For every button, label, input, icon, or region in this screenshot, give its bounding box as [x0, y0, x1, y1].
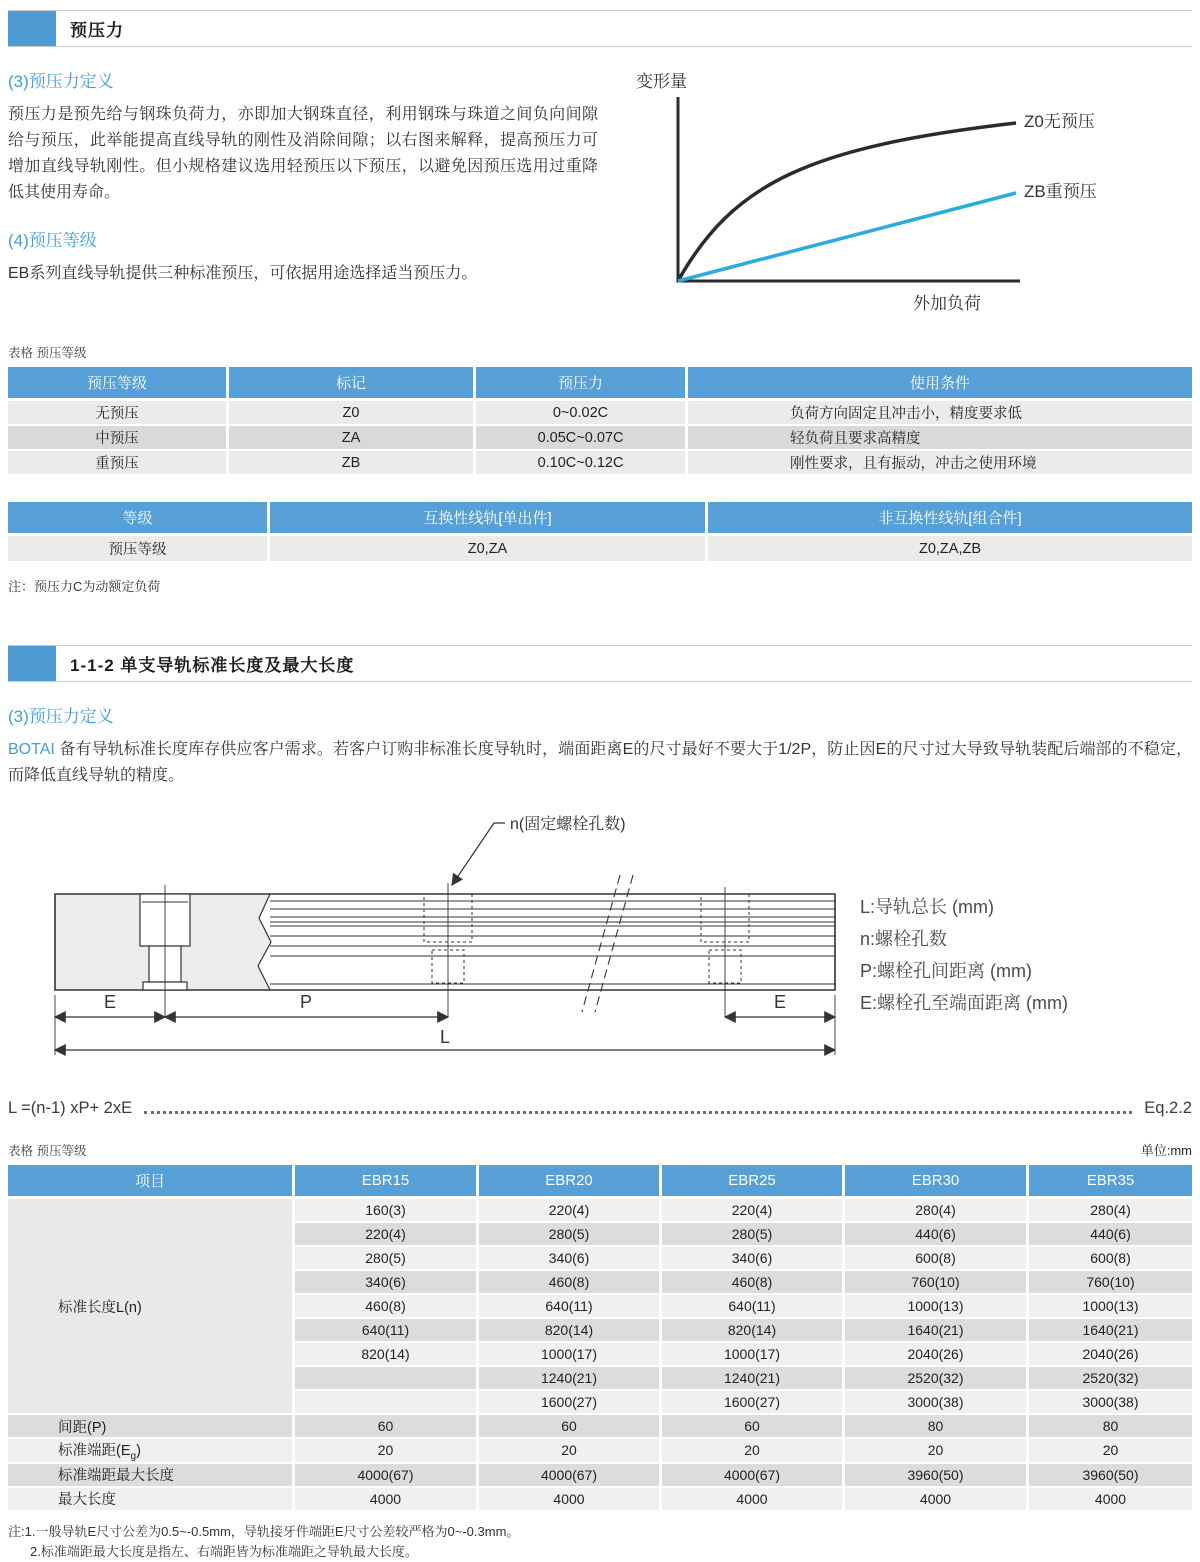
table-cell: 60 — [479, 1415, 662, 1439]
table-cell: 1640(21) — [1029, 1319, 1192, 1343]
table-row — [8, 1488, 1192, 1512]
dim-label-E-left: E — [104, 992, 117, 1012]
table-cell: 820(14) — [479, 1319, 662, 1343]
table-cell — [295, 1367, 479, 1391]
note-line-2: 2.标准端距最大长度是指左、右端距皆为标准端距之导轨最大长度。 — [30, 1543, 418, 1559]
chart-series-z0-curve — [678, 123, 1016, 281]
column-header: 等级 — [8, 502, 270, 536]
note-line-1: 注:1.一般导轨E尺寸公差为0.5~-0.5mm，导轨接牙件端距E尺寸公差较严格为0~-0.3mm。 — [8, 1523, 520, 1539]
table-cell: 220(4) — [479, 1199, 662, 1223]
table2-note: 注：预压力C为动额定负荷 — [8, 579, 161, 594]
legend-line-P: P:螺栓孔间距离 (mm) — [860, 961, 1032, 981]
table-cell: 640(11) — [479, 1295, 662, 1319]
chart-x-axis-label: 外加负荷 — [913, 294, 981, 313]
table-cell: 4000(67) — [295, 1464, 479, 1488]
column-header: 标记 — [229, 367, 476, 401]
brand-name: BOTAI — [8, 741, 55, 758]
intro-text-column — [8, 65, 616, 321]
table-cell: 280(4) — [845, 1199, 1029, 1223]
table-cell: 220(4) — [295, 1223, 479, 1247]
table-cell: 440(6) — [1029, 1223, 1192, 1247]
section-title: 预压力 — [70, 21, 124, 40]
table-cell: 中预压 — [8, 426, 229, 451]
rail-profile-lines — [270, 901, 835, 984]
table-row — [8, 1199, 1192, 1223]
table2-header — [8, 502, 1192, 536]
preload-chart — [616, 65, 1192, 321]
dim-label-P: P — [300, 992, 313, 1012]
table-cell: 最大长度 — [8, 1488, 295, 1512]
table-cell: Z0 — [229, 401, 476, 426]
legend-line-n: n:螺栓孔数 — [860, 929, 948, 949]
length-formula-row — [8, 1099, 1192, 1118]
equation-number: Eq.2.2 — [1144, 1099, 1192, 1117]
chart-axes — [678, 97, 1020, 281]
table-cell: 280(5) — [662, 1223, 845, 1247]
table-cell: 60 — [662, 1415, 845, 1439]
table-cell: 440(6) — [845, 1223, 1029, 1247]
table-cell: 负荷方向固定且冲击小，精度要求低 — [688, 401, 1192, 426]
table-cell: 4000 — [662, 1488, 845, 1512]
table-row — [8, 1439, 1192, 1464]
table1-header — [8, 367, 1192, 401]
preload-grade-paragraph: EB系列直线导轨提供三种标准预压，可依据用途选择适当预压力。 — [8, 265, 478, 282]
table-cell: 600(8) — [845, 1247, 1029, 1271]
dim-label-L: L — [440, 1027, 451, 1047]
section-header-length — [8, 645, 1192, 682]
column-header: 预压力 — [476, 367, 688, 401]
table-cell: 2040(26) — [845, 1343, 1029, 1367]
table3-caption-row — [8, 1140, 1192, 1159]
table-row — [8, 1464, 1192, 1488]
rail-dimension-diagram — [8, 805, 1192, 1073]
length-def-paragraph — [8, 737, 1192, 789]
table-cell: 640(11) — [662, 1295, 845, 1319]
table-cell: 340(6) — [295, 1271, 479, 1295]
table-cell: 标准端距最大长度 — [8, 1464, 295, 1488]
legend-line-E: E:螺栓孔至端面距离 (mm) — [860, 993, 1068, 1013]
column-header: 互换性线轨[单出件] — [270, 502, 708, 536]
table-cell: 间距(P) — [8, 1415, 295, 1439]
preload-def-heading: (3)预压力定义 — [8, 72, 114, 91]
column-header: EBR25 — [662, 1165, 845, 1199]
table-cell: 340(6) — [662, 1247, 845, 1271]
table-cell: 640(11) — [295, 1319, 479, 1343]
table-cell: 预压等级 — [8, 536, 270, 563]
table-cell: 760(10) — [845, 1271, 1029, 1295]
column-header: EBR20 — [479, 1165, 662, 1199]
table-cell: Z0,ZA — [270, 536, 708, 563]
table-cell: 1000(17) — [479, 1343, 662, 1367]
table-cell: 重预压 — [8, 451, 229, 476]
table-cell — [295, 1391, 479, 1415]
table-cell: 1000(13) — [845, 1295, 1029, 1319]
table-cell: 4000(67) — [479, 1464, 662, 1488]
column-header: 使用条件 — [688, 367, 1192, 401]
table-cell: 刚性要求，且有振动，冲击之使用环境 — [688, 451, 1192, 476]
table-cell: 760(10) — [1029, 1271, 1192, 1295]
table-cell: 460(8) — [479, 1271, 662, 1295]
table-row — [8, 1415, 1192, 1439]
table-cell: 0.05C~0.07C — [476, 426, 688, 451]
intro-block — [8, 65, 1192, 321]
table-cell: 20 — [845, 1439, 1029, 1464]
table-cell: 4000 — [1029, 1488, 1192, 1512]
table-cell: 820(14) — [295, 1343, 479, 1367]
table-cell: 2520(32) — [1029, 1367, 1192, 1391]
table-row — [8, 502, 1192, 536]
table-cell: 20 — [1029, 1439, 1192, 1464]
section-title: 1-1-2 单支导轨标准长度及最大长度 — [70, 656, 355, 675]
deformation-load-chart — [628, 65, 1180, 317]
table-cell: 3960(50) — [845, 1464, 1029, 1488]
table-cell: 460(8) — [662, 1271, 845, 1295]
preload-grade-table — [8, 367, 1192, 476]
table-cell: 3000(38) — [1029, 1391, 1192, 1415]
preload-grade-heading: (4)预压等级 — [8, 231, 97, 250]
length-def-heading: (3)预压力定义 — [8, 707, 114, 726]
blue-chip-icon — [8, 646, 56, 681]
section-header-preload — [8, 10, 1192, 47]
chart-series-zb-label: ZB重预压 — [1024, 182, 1097, 201]
dotted-leader — [144, 1104, 1132, 1114]
table-row — [8, 401, 1192, 426]
table-cell: 80 — [845, 1415, 1029, 1439]
table-row — [8, 536, 1192, 563]
length-def-text: 备有导轨标准长度库存供应客户需求。若客户订购非标准长度导轨时，端面距离E的尺寸最好不要大于1/2P，防止因E的尺寸过大导致导轨装配后端部的不稳定，而降低直线导轨的精度。 — [8, 741, 1192, 784]
table-cell: 1000(13) — [1029, 1295, 1192, 1319]
table-cell: 80 — [1029, 1415, 1192, 1439]
table-cell: 标准端距$(E_g)$ — [8, 1439, 295, 1464]
table-cell: 280(5) — [479, 1223, 662, 1247]
table3-caption: 表格 预压等级 — [8, 1144, 87, 1158]
table-cell: 600(8) — [1029, 1247, 1192, 1271]
table-cell: 3000(38) — [845, 1391, 1029, 1415]
table-cell: 280(4) — [1029, 1199, 1192, 1223]
table-cell: 4000 — [295, 1488, 479, 1512]
diagonal-break-marks — [582, 875, 633, 1012]
table-cell: 4000 — [479, 1488, 662, 1512]
table1-body — [8, 401, 1192, 476]
table-row — [8, 426, 1192, 451]
column-header: 项目 — [8, 1165, 295, 1199]
table2-body — [8, 536, 1192, 563]
table-cell: 4000(67) — [662, 1464, 845, 1488]
table3-header — [8, 1165, 1192, 1199]
table-cell: 20 — [295, 1439, 479, 1464]
chart-series-zb-line — [678, 193, 1016, 281]
table-cell: Z0,ZA,ZB — [708, 536, 1192, 563]
table-cell: 340(6) — [479, 1247, 662, 1271]
chart-series-z0-label: Z0无预压 — [1024, 112, 1095, 131]
table-cell: 4000 — [845, 1488, 1029, 1512]
table-cell: 2520(32) — [845, 1367, 1029, 1391]
table-cell: 20 — [479, 1439, 662, 1464]
table-row — [8, 1165, 1192, 1199]
table-cell: 820(14) — [662, 1319, 845, 1343]
table-row — [8, 451, 1192, 476]
legend-line-L: L:导轨总长 (mm) — [860, 897, 994, 917]
table-cell: 1000(17) — [662, 1343, 845, 1367]
interchangeability-table — [8, 502, 1192, 563]
column-header: 预压等级 — [8, 367, 229, 401]
table-cell: 20 — [662, 1439, 845, 1464]
standard-length-table — [8, 1165, 1192, 1512]
table-row — [8, 367, 1192, 401]
column-header: EBR35 — [1029, 1165, 1192, 1199]
table-cell: 无预压 — [8, 401, 229, 426]
chart-y-axis-label: 变形量 — [636, 72, 687, 91]
table-cell: 1240(21) — [662, 1367, 845, 1391]
rail-diagram-svg — [8, 805, 1192, 1073]
dim-label-E-right: E — [774, 992, 787, 1012]
table1-caption: 表格 预压等级 — [8, 346, 87, 360]
table-cell: ZB — [229, 451, 476, 476]
blue-chip-icon — [8, 11, 56, 46]
table-cell: 0.10C~0.12C — [476, 451, 688, 476]
unit-label: 单位:mm — [1140, 1143, 1192, 1158]
callout-leader-arrow — [452, 823, 505, 885]
table-cell: 1600(27) — [662, 1391, 845, 1415]
diagram-legend — [860, 897, 1068, 1013]
table-cell: 280(5) — [295, 1247, 479, 1271]
column-header: 非互换性线轨[组合件] — [708, 502, 1192, 536]
table3-notes — [8, 1522, 1192, 1562]
table-cell: ZA — [229, 426, 476, 451]
table3-body — [8, 1199, 1192, 1512]
table-cell: 轻负荷且要求高精度 — [688, 426, 1192, 451]
table-cell: 460(8) — [295, 1295, 479, 1319]
callout-label: n(固定螺栓孔数) — [510, 816, 626, 833]
table-cell: 2040(26) — [1029, 1343, 1192, 1367]
table-cell: 1240(21) — [479, 1367, 662, 1391]
table-cell: 160(3) — [295, 1199, 479, 1223]
preload-def-paragraph: 预压力是预先给与钢珠负荷力，亦即加大钢珠直径，利用钢珠与珠道之间负向间隙给与预压，此举能提高直线导轨的刚性及消除间隙；以右图来解释，提高预压力可增加直线导轨刚性。但小规格建议选用轻预压以下预压，以避免因预压选用过重降低其使用寿命。 — [8, 106, 598, 201]
table-cell: 60 — [295, 1415, 479, 1439]
table-cell: 1640(21) — [845, 1319, 1029, 1343]
formula-expression: L =(n-1) xP+ 2xE — [8, 1099, 133, 1117]
table-cell: 0~0.02C — [476, 401, 688, 426]
column-header: EBR30 — [845, 1165, 1029, 1199]
table-cell: 3960(50) — [1029, 1464, 1192, 1488]
table-cell: 220(4) — [662, 1199, 845, 1223]
table-cell: 标准长度L(n) — [8, 1199, 295, 1415]
table-cell: 1600(27) — [479, 1391, 662, 1415]
column-header: EBR15 — [295, 1165, 479, 1199]
